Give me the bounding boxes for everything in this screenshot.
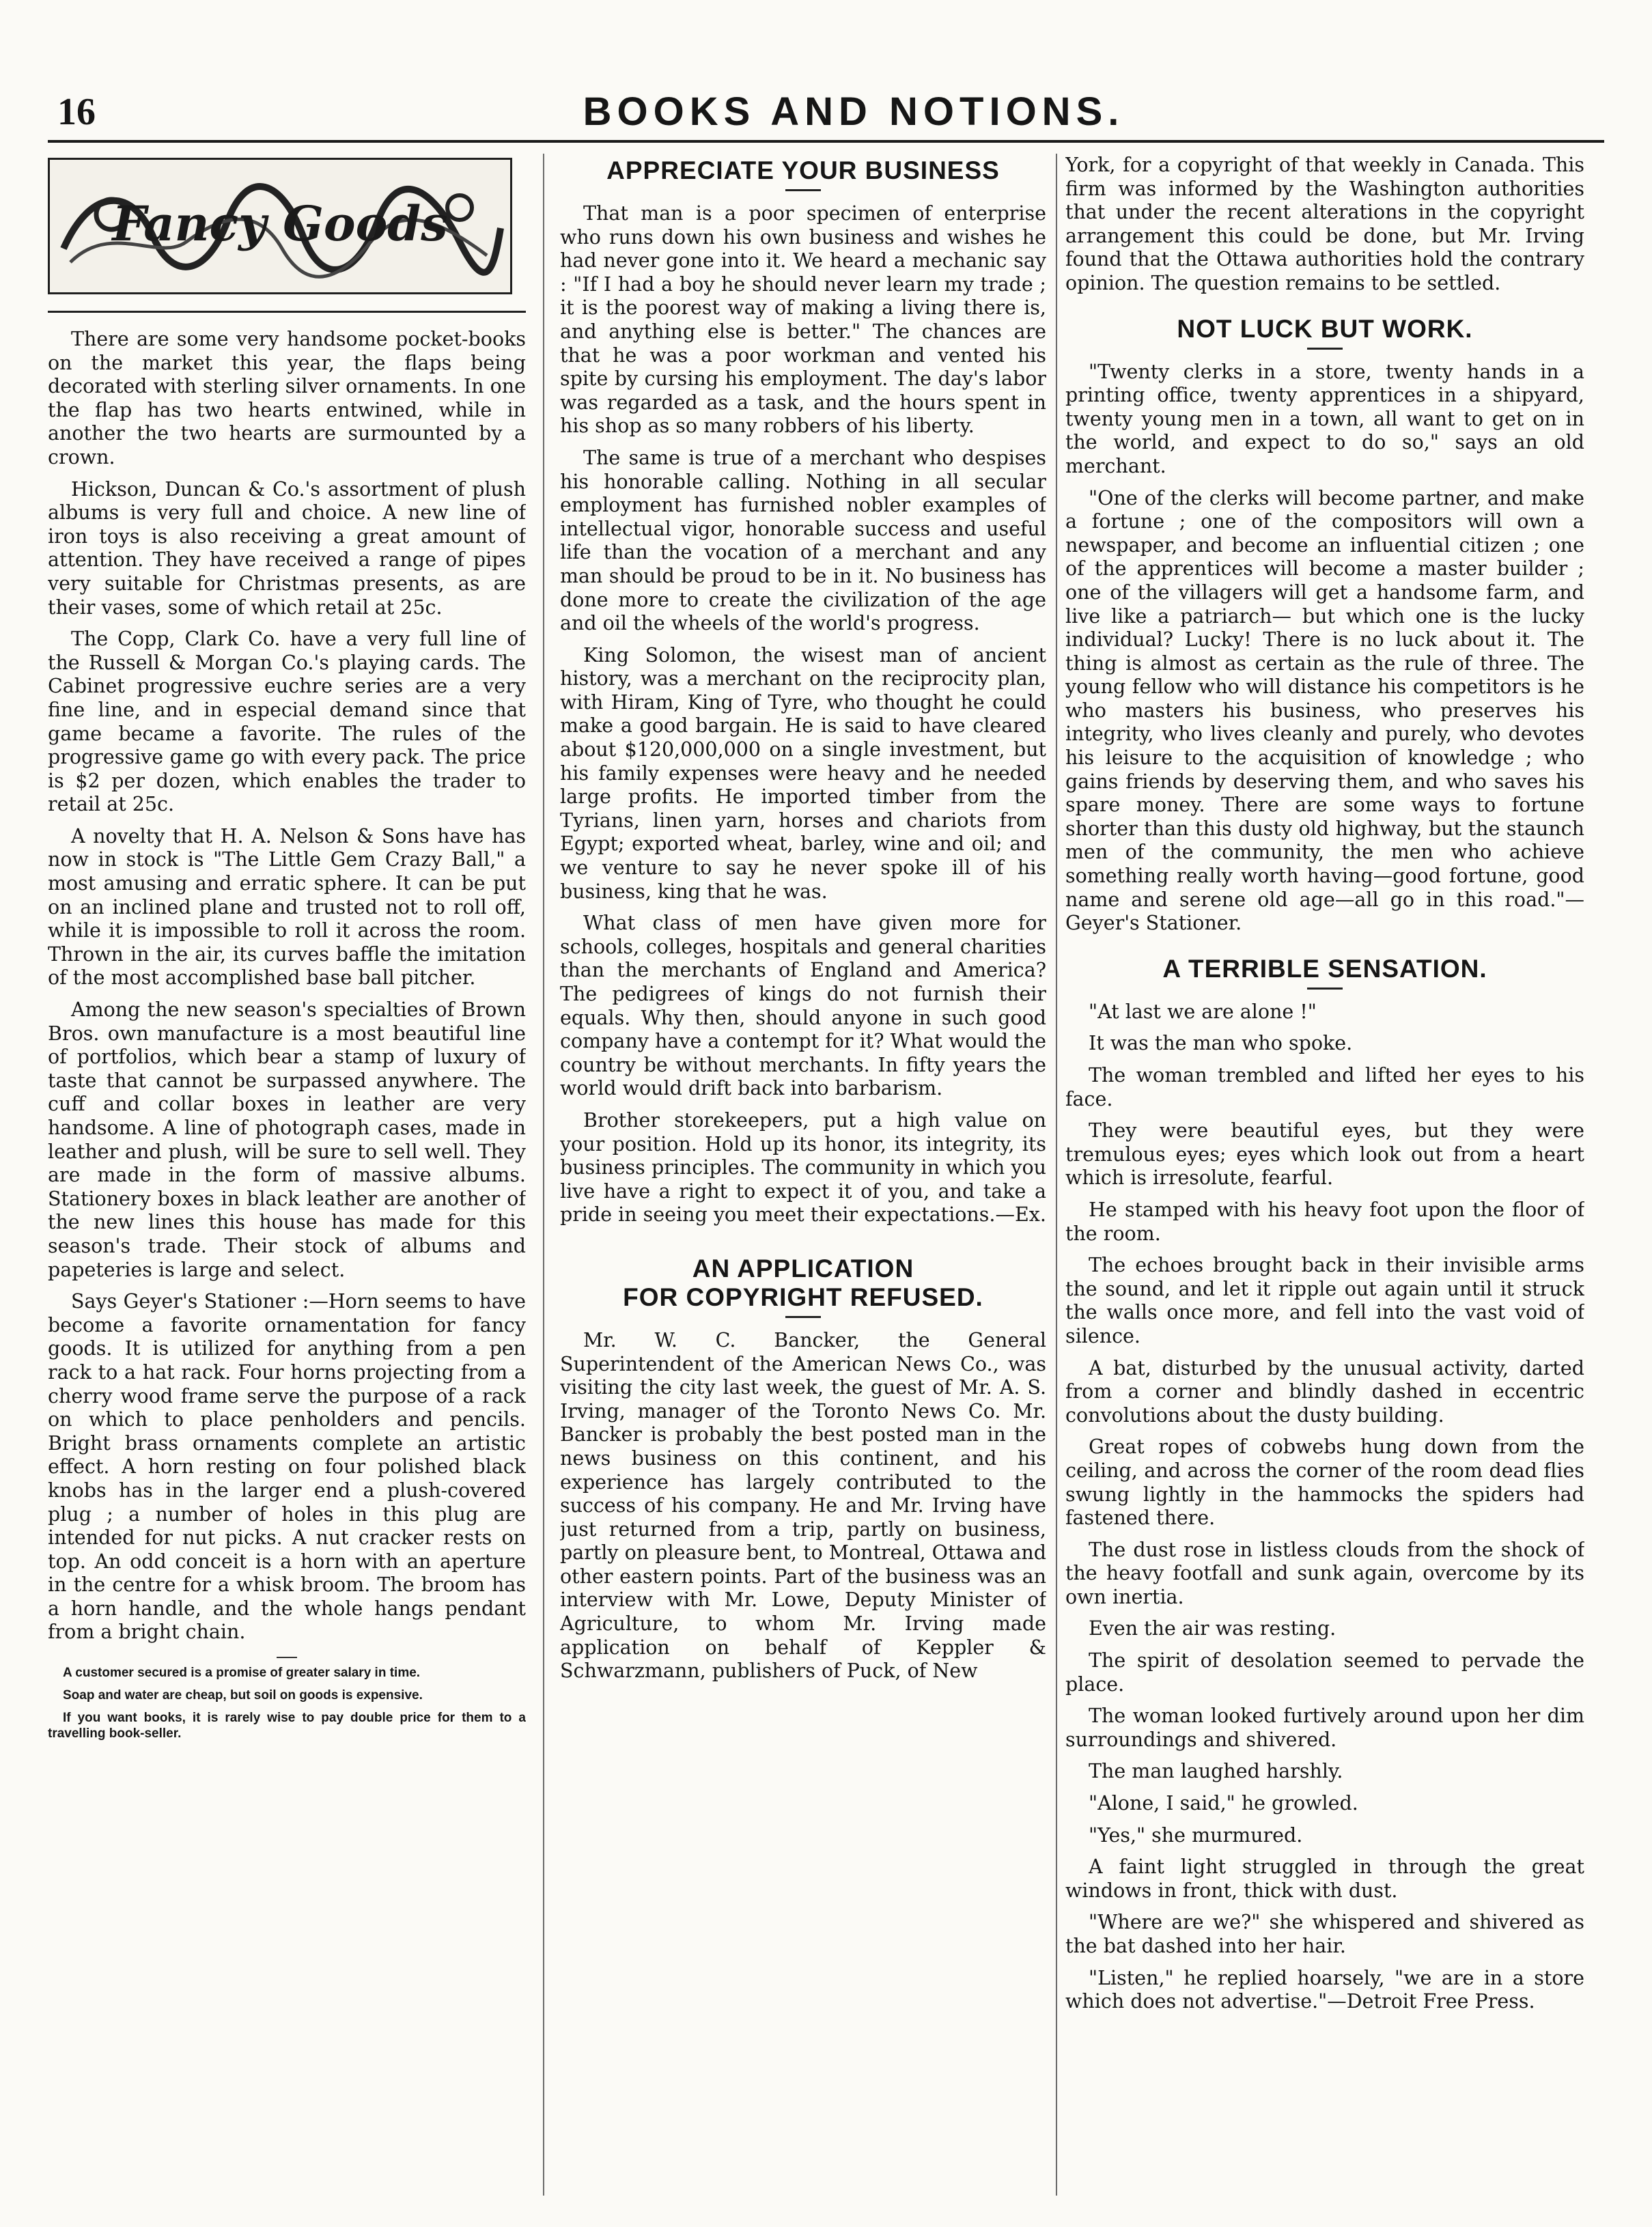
column-middle: [560, 154, 1046, 2196]
paragraph: The Copp, Clark Co. have a very full line of the Russell & Morgan Co.'s playing cards. The Cabinet progressive euchre series are a very fine line, and in especial demand since that game became a favorite. The rules of the progressive game go with every pack. The price is $2 per dozen, which enables the trader to retail at 25c.: [48, 628, 526, 816]
article-heading: FOR COPYRIGHT REFUSED.: [623, 1283, 983, 1311]
paragraph: A bat, disturbed by the unusual activity, darted from a corner and blindly dashed in eccentric convolutions about the dusty building.: [1065, 1356, 1584, 1427]
fancy-goods-banner: [48, 158, 512, 294]
paragraph: "At last we are alone !": [1089, 1000, 1317, 1023]
paragraph: Hickson, Duncan & Co.'s assortment of plush albums is very full and choice. A new line of iron toys is also receiving a great amount of attention. They have received a range of pipes very suitable for Christmas presents, as are their vases, some of which retail at 25c.: [48, 477, 526, 619]
article-heading: AN APPLICATION: [692, 1254, 914, 1283]
paragraph: The echoes brought back in their invisible arms the sound, and let it ripple out again until it struck the walls once more, and fell into the vast void of silence.: [1065, 1254, 1584, 1347]
paragraph: Brother storekeepers, put a high value on your position. Hold up its honor, its integrity, its business principles. The community in which you live have a right to expect it of you, and take a pride in seeing you meet their expectations.—Ex.: [560, 1108, 1046, 1227]
header-rule: [48, 140, 1604, 143]
paragraph: "Where are we?" she whispered and shivered as the bat dashed into her hair.: [1065, 1911, 1584, 1957]
article-heading: NOT LUCK BUT WORK.: [1177, 314, 1473, 343]
page-number: 16: [57, 91, 96, 133]
paragraph: The same is true of a merchant who despises his honorable calling. Nothing in all secular employment has furnished nobler examples of intellectual vigor, honorable success and useful life than the vocation of a merchant and any man should be proud to be in it. No business has done more to create the civilization of the age and oil the wheels of the world's progress.: [560, 446, 1046, 635]
paragraph: "One of the clerks will become partner, and make a fortune ; one of the compositors will own a newspaper, and become an influential citizen ; one of the apprentices will become a master builder ; one of the villagers will get a handsome farm, and live like a patriarch— but which one is the lucky individual? Lucky! There is no luck about it. The thing is almost as certain as the rule of three. The young fellow who will distance his competitors is he who masters his business, who preserves his integrity, who lives cleanly and purely, who devotes his leisure to the acquisition of knowledge ; who gains friends by deserving them, and who saves his spare money. There are some ways to fortune shorter than this dusty old highway, but the staunch men of the community, the men who achieve something really worth having—good fortune, good name and serene old age—all go in this road."—Geyer's Stationer.: [1065, 486, 1584, 935]
article-heading: A TERRIBLE SENSATION.: [1162, 954, 1487, 983]
ornament-scroll-icon: [50, 160, 510, 292]
column-right: [1065, 154, 1584, 2196]
paragraph: He stamped with his heavy foot upon the floor of the room.: [1065, 1198, 1584, 1245]
paragraph: Among the new season's specialties of Brown Bros. own manufacture is a most beautiful line of portfolios, which bear a stamp of luxury of taste that cannot be surpassed anywhere. The cuff and collar boxes in leather are very handsome. A line of photograph cases, made in leather and plush, will be sure to sell well. They are made in the form of massive albums. Stationery boxes in black leather are another of the new lines this house has made for this season's trade. Their stock of albums and papeteries is large and select.: [48, 998, 526, 1281]
column-left: [48, 154, 526, 2196]
column-rule-right: [1056, 154, 1057, 2196]
paragraph: York, for a copyright of that weekly in Canada. This firm was informed by the Washington authorities that under the recent alterations in the copyright arrangement this could be done, but Mr. Irving found that the Ottawa authorities hold the contrary opinion. The question remains to be settled.: [1065, 154, 1584, 294]
banner-rule: [48, 311, 526, 313]
paragraph: "Twenty clerks in a store, twenty hands in a printing office, twenty apprentices in a shipyard, twenty young men in a town, all want to get on in the world, and expect to do so," says an old merchant.: [1065, 360, 1584, 477]
paragraph: That man is a poor specimen of enterprise who runs down his own business and wishes he had never gone into it. We heard a mechanic say : "If I had a boy he should never learn my trade ; it is the poorest way of making a living there is, and anything else is better." The chances are that he was a poor workman and vented his spite by cursing his employment. The day's labor was regarded as a task, and the hours spent in his shop as so many robbers of his liberty.: [560, 202, 1046, 438]
paragraph: "Alone, I said," he growled.: [1089, 1792, 1358, 1815]
paragraph: Great ropes of cobwebs hung down from the ceiling, and across the corner of the room dead flies swung lightly in the hammocks the spiders had fastened there.: [1065, 1435, 1584, 1530]
paragraph: Says Geyer's Stationer :—Horn seems to have become a favorite ornamentation for fancy goods. It is utilized for anything from a pen rack to a hat rack. Four horns projecting from a cherry wood frame serve the purpose of a rack on which to place penholders and pencils. Bright brass ornaments complete an artistic effect. A horn resting on four polished black knobs has in the larger end a plush-covered plug ; a number of holes in this plug are intended for nut picks. A nut cracker rests on top. An odd conceit is a horn with an aperture in the centre for a whisk broom. The broom has a horn handle, and the whole hangs pendant from a bright chain.: [48, 1290, 526, 1644]
filler-note: A customer secured is a promise of greater salary in time.: [63, 1666, 421, 1681]
paragraph: The spirit of desolation seemed to pervade the place.: [1065, 1649, 1584, 1696]
heading-dash: [1307, 348, 1343, 350]
paragraph: A novelty that H. A. Nelson & Sons have has now in stock is "The Little Gem Crazy Ball," a most amusing and erratic sphere. It can be put on an inclined plane and trusted not to roll off, while it is impossible to roll it across the room. Thrown in the air, its curves baffle the imitation of the most accomplished base ball pitcher.: [48, 824, 526, 990]
paragraph: There are some very handsome pocket-books on the market this year, the flaps being decorated with sterling silver ornaments. In one the flap has two hearts entwined, while in another the two hearts are surmounted by a crown.: [48, 328, 526, 468]
masthead-title: BOOKS AND NOTIONS.: [583, 89, 1125, 134]
fancy-goods-logo: Fancy Goods: [112, 195, 448, 252]
paragraph: It was the man who spoke.: [1089, 1032, 1353, 1055]
paragraph: King Solomon, the wisest man of ancient history, was a merchant on the reciprocity plan, with Hiram, King of Tyre, who thought he could make a good bargain. He is said to have cleared about $120,000,000 on a single investment, but his family expenses were heavy and he needed large profits. He imported timber from the Tyrians, linen yarn, horses and chariots from Egypt; exported wheat, barley, wine and oil; and we venture to say he never spoke ill of his business, king that he was.: [560, 643, 1046, 903]
heading-dash: [785, 1316, 821, 1318]
article-heading: APPRECIATE YOUR BUSINESS: [606, 156, 1000, 184]
filler-note: If you want books, it is rarely wise to pay double price for them to a travelling book-seller.: [48, 1711, 526, 1741]
paragraph: The dust rose in listless clouds from the shock of the heavy footfall and sunk again, overcome by its own inertia.: [1065, 1538, 1584, 1608]
heading-dash: [1307, 988, 1343, 990]
notes-divider: [277, 1657, 297, 1658]
paragraph: A faint light struggled in through the great windows in front, thick with dust.: [1065, 1855, 1584, 1902]
paragraph: They were beautiful eyes, but they were tremulous eyes; eyes which look out from a heart which is irresolute, fearful.: [1065, 1119, 1584, 1190]
paragraph: What class of men have given more for schools, colleges, hospitals and general charities than the merchants of England and America? The pedigrees of kings do not furnish their equals. Why then, should anyone in such good company have a contempt for it? What would the country be without merchants. In fifty years the world would drift back into barbarism.: [560, 912, 1046, 1100]
paragraph: The man laughed harshly.: [1089, 1760, 1343, 1783]
paragraph: "Listen," he replied hoarsely, "we are in a store which does not advertise."—Detroit Free Press.: [1065, 1966, 1584, 2013]
heading-dash: [785, 189, 821, 191]
filler-note: Soap and water are cheap, but soil on goods is expensive.: [63, 1688, 423, 1703]
paragraph: The woman trembled and lifted her eyes to his face.: [1065, 1064, 1584, 1110]
paragraph: "Yes," she murmured.: [1089, 1823, 1303, 1847]
column-rule-left: [543, 154, 544, 2196]
paragraph: The woman looked furtively around upon her dim surroundings and shivered.: [1065, 1705, 1584, 1751]
paragraph: Even the air was resting.: [1089, 1617, 1336, 1640]
paragraph: Mr. W. C. Bancker, the General Superintendent of the American News Co., was visiting the city last week, the guest of Mr. A. S. Irving, manager of the Toronto News Co. Mr. Bancker is probably the best posted man in the news business on this continent, and his experience has largely contributed to the success of his company. He and Mr. Irving have just returned from a trip, partly on business, partly on pleasure bent, to Montreal, Ottawa and other eastern points. Part of the business was an interview with Mr. Lowe, Deputy Minister of Agriculture, to whom Mr. Irving made application on behalf of Keppler & Schwarzmann, publishers of Puck, of New: [560, 1328, 1046, 1683]
